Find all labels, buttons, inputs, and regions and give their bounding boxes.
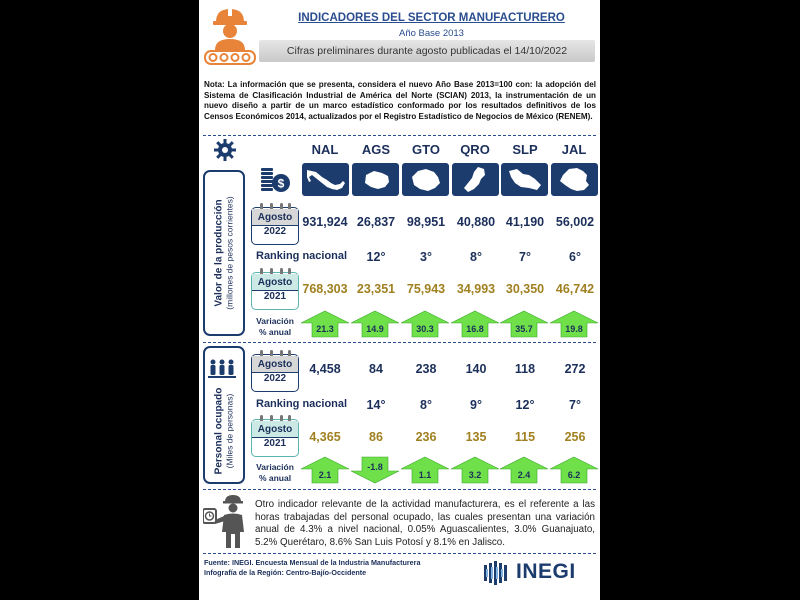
variation-label-line2: % anual	[258, 327, 292, 337]
publication-bar	[259, 40, 595, 62]
produccion-variation-ags	[350, 310, 400, 338]
produccion-variation-nal	[300, 310, 350, 338]
gear-icon	[213, 138, 237, 162]
variation-value: -1.8	[367, 462, 383, 472]
produccion-variation-jal	[549, 310, 599, 338]
calendar-year: 2022	[263, 226, 287, 237]
section-personal-label	[203, 346, 245, 484]
produccion-ranking-label: Ranking nacional	[256, 250, 348, 262]
section-produccion-label	[203, 170, 245, 336]
map-gto-icon	[402, 163, 449, 196]
calendar-icon	[251, 354, 299, 392]
produccion-subtitle: (millones de pesos corrientes)	[224, 196, 235, 310]
personal-ranking-ags: 14°	[366, 398, 386, 412]
produccion-ranking-ags: 12°	[366, 250, 386, 264]
personal-title: Personal ocupado	[213, 387, 225, 475]
svg-text:$: $	[277, 176, 285, 191]
page-subtitle: Año Base 2013	[399, 28, 464, 39]
personal-2021-qro: 135	[465, 430, 487, 444]
column-header-slp: SLP	[512, 142, 538, 157]
variation-value: 35.7	[515, 324, 533, 334]
personal-2022-gto: 238	[415, 362, 437, 376]
publication-text: Cifras preliminares durante agosto publicadas el 14/10/2022	[286, 45, 568, 57]
variation-label-line1: Variación	[256, 316, 294, 326]
produccion-2021-slp: 30,350	[505, 282, 545, 296]
produccion-2022-gto: 98,951	[406, 215, 446, 229]
calendar-year: 2021	[263, 438, 287, 449]
personal-2021-ags: 86	[369, 430, 383, 444]
personal-2021-slp: 115	[514, 430, 536, 444]
map-ags-icon	[352, 163, 399, 196]
produccion-2021-jal: 46,742	[555, 282, 595, 296]
variation-value: 6.2	[567, 470, 581, 480]
produccion-2022-ags: 26,837	[356, 215, 396, 229]
variation-value: 21.3	[316, 324, 334, 334]
hours-worked-text: Otro indicador relevante de la actividad manufacturera, es el referente a las horas trabajadas del personal ocupado, las cuales presentan una variación anual de 4.3% a nivel nacional, 0.05% Aguascalientes, 3.0% Guanajuato, 5.2% Querétaro, 8.6% San Luis Potosí y 8.1% en Jalisco.	[255, 499, 595, 548]
divider	[203, 135, 596, 136]
personal-2021-jal: 256	[564, 430, 586, 444]
region-line: Infografía de la Región: Centro-Bajío-Occidente	[204, 568, 367, 577]
map-nal-icon	[302, 163, 349, 196]
map-slp-icon	[501, 163, 548, 196]
personal-variation-ags	[350, 456, 400, 484]
calendar-year: 2022	[263, 373, 287, 384]
variation-value: 2.4	[517, 470, 531, 480]
produccion-2022-slp: 41,190	[505, 215, 545, 229]
personal-2022-qro: 140	[465, 362, 487, 376]
variation-label-line2: % anual	[258, 473, 292, 483]
column-header-nal: NAL	[311, 142, 339, 157]
variation-label-line1: Variación	[256, 462, 294, 472]
calendar-month: Agosto	[252, 356, 298, 373]
personal-ranking-label: Ranking nacional	[256, 398, 348, 410]
produccion-2021-nal: 768,303	[302, 282, 348, 296]
personal-variation-jal	[549, 456, 599, 484]
produccion-ranking-jal: 6°	[569, 250, 581, 264]
column-header-jal: JAL	[561, 142, 587, 157]
calendar-month: Agosto	[252, 274, 298, 291]
personal-variation-qro	[450, 456, 500, 484]
calendar-month: Agosto	[252, 209, 298, 226]
personal-2021-gto: 236	[415, 430, 437, 444]
personal-2021-nal: 4,365	[309, 430, 341, 444]
personal-variation-label	[251, 462, 299, 484]
factory-worker-icon	[203, 4, 257, 66]
people-group-icon	[208, 358, 236, 385]
divider	[203, 553, 596, 554]
divider	[203, 342, 596, 343]
personal-subtitle: (Miles de personas)	[224, 393, 235, 469]
produccion-2022-jal: 56,002	[555, 215, 595, 229]
produccion-2021-qro: 34,993	[456, 282, 496, 296]
personal-2022-jal: 272	[564, 362, 586, 376]
produccion-title: Valor de la producción	[213, 199, 225, 307]
personal-variation-slp	[499, 456, 549, 484]
divider	[203, 489, 596, 490]
calendar-icon	[251, 207, 299, 245]
personal-2022-ags: 84	[369, 362, 383, 376]
inegi-logo-text: INEGI	[516, 560, 576, 583]
worker-clock-icon	[203, 494, 253, 550]
column-header-qro: QRO	[460, 142, 490, 157]
produccion-ranking-slp: 7°	[519, 250, 531, 264]
personal-ranking-gto: 8°	[420, 398, 432, 412]
produccion-2021-ags: 23,351	[356, 282, 396, 296]
produccion-variation-gto	[400, 310, 450, 338]
produccion-variation-slp	[499, 310, 549, 338]
inegi-logo	[484, 560, 594, 586]
variation-value: 30.3	[416, 324, 434, 334]
variation-value: 3.2	[468, 470, 482, 480]
page-title: INDICADORES DEL SECTOR MANUFACTURERO	[298, 12, 565, 24]
produccion-2022-qro: 40,880	[456, 215, 496, 229]
map-jal-icon	[551, 163, 598, 196]
money-stack-icon	[259, 162, 291, 196]
map-qro-icon	[452, 163, 499, 196]
produccion-2021-gto: 75,943	[406, 282, 446, 296]
personal-ranking-jal: 7°	[569, 398, 581, 412]
personal-variation-gto	[400, 456, 450, 484]
source-block	[204, 558, 420, 578]
personal-2022-nal: 4,458	[309, 362, 341, 376]
variation-value: 1.1	[418, 470, 432, 480]
calendar-icon	[251, 272, 299, 310]
personal-2022-slp: 118	[514, 362, 536, 376]
calendar-month: Agosto	[252, 421, 298, 438]
personal-variation-nal	[300, 456, 350, 484]
produccion-ranking-gto: 3°	[420, 250, 432, 264]
produccion-ranking-qro: 8°	[470, 250, 482, 264]
column-header-gto: GTO	[412, 142, 440, 157]
personal-ranking-slp: 12°	[515, 398, 535, 412]
variation-value: 16.8	[466, 324, 484, 334]
source-line: Fuente: INEGI. Encuesta Mensual de la Industria Manufacturera	[204, 558, 421, 567]
produccion-variation-label	[251, 316, 299, 338]
calendar-year: 2021	[263, 291, 287, 302]
inegi-logo-icon	[484, 561, 520, 585]
column-header-ags: AGS	[361, 142, 391, 157]
produccion-variation-qro	[450, 310, 500, 338]
variation-value: 2.1	[318, 470, 332, 480]
infographic-card	[199, 0, 600, 600]
variation-value: 14.9	[366, 324, 384, 334]
produccion-2022-nal: 931,924	[302, 215, 348, 229]
methodology-note: Nota: La información que se presenta, considera el nuevo Año Base 2013=100 con: la adopción del Sistema de Clasificación Industrial de América del Norte (SCIAN) 2013, la instrumentación de un nuevo diseño a partir de un marco estadístico conformado por los resultados definitivos de los Censos Económicos 2014, actualizados por el Registro Estadístico de Negocios de México (RENEM).	[204, 80, 596, 121]
calendar-icon	[251, 419, 299, 457]
personal-ranking-qro: 9°	[470, 398, 482, 412]
variation-value: 19.8	[565, 324, 583, 334]
